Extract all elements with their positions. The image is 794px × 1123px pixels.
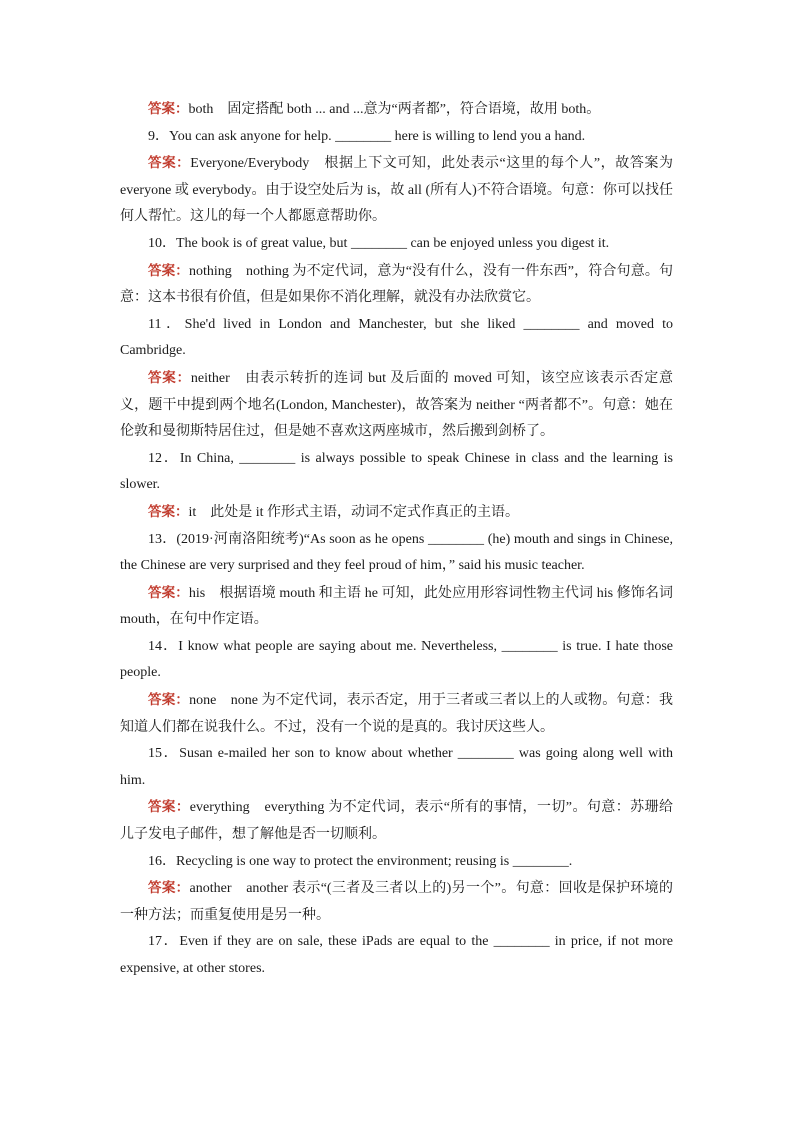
answer-label: 答案： [148, 880, 190, 897]
answer-8: 答案：both 固定搭配 both ... and ...意为“两者都”，符合语境，故用 both。 [148, 101, 601, 117]
answer-13: 答案：his 根据语境 mouth 和主语 he 可知，此处应用形容词性物主代词 his 修饰名词 mouth，在句中作定语。 [120, 584, 674, 628]
answer-label: 答案： [148, 799, 190, 816]
question-13: 13．(2019·河南洛阳统考)“As soon as he opens ________ (he) mouth and sings in Chinese, the Chinese are very surprised and they feel proud of him，” said his music teacher. [120, 531, 673, 574]
answer-15: 答案：everything everything 为不定代词，表示“所有的事情，一切”。句意：苏珊给儿子发电子邮件，想了解他是否一切顺利。 [120, 799, 674, 843]
question-14: 14．I know what people are saying about me. Nevertheless, ________ is true. I hate those people. [120, 638, 673, 681]
answer-label: 答案： [148, 584, 189, 601]
question-12: 12．In China, ________ is always possible to speak Chinese in class and the learning is slower. [120, 450, 673, 493]
answer-label: 答案： [148, 101, 189, 117]
answer-label: 答案： [148, 262, 189, 279]
answer-11: 答案：neither 由表示转折的连词 but 及后面的 moved 可知，该空应该表示否定意义，题干中提到两个地名(London, Manchester)，故答案为 neither “两者都不”。句意：她在伦敦和曼彻斯特居住过，但是她不喜欢这两座城市，然后搬到剑桥了。 [120, 369, 673, 440]
answer-12: 答案：it 此处是 it 作形式主语，动词不定式作真正的主语。 [148, 503, 520, 520]
answer-label: 答案： [148, 369, 191, 386]
question-15: 15．Susan e-mailed her son to know about whether ________ was going along well with him. [120, 746, 673, 788]
question-9: 9．You can ask anyone for help. ________ here is willing to lend you a hand. [148, 128, 586, 144]
answer-label: 答案： [148, 155, 191, 172]
question-17: 17．Even if they are on sale, these iPads are equal to the ________ in price, if not more expensive, at other stores. [120, 934, 673, 976]
answer-16: 答案：another another 表示“(三者及三者以上的)另一个”。句意：回收是保护环境的一种方法；而重复使用是另一种。 [120, 880, 673, 923]
answer-10: 答案：nothing nothing 为不定代词，意为“没有什么，没有一件东西”，符合句意。句意：这本书很有价值，但是如果你不消化理解，就没有办法欣赏它。 [120, 262, 673, 306]
answer-14: 答案：none none 为不定代词，表示否定，用于三者或三者以上的人或物。句意：我知道人们都在说我什么。不过，没有一个说的是真的。我讨厌这些人。 [120, 692, 674, 735]
answer-label: 答案： [148, 692, 190, 709]
answer-label: 答案： [148, 503, 189, 520]
question-16: 16．Recycling is one way to protect the environment; reusing is ________. [148, 853, 573, 869]
answer-9: 答案：Everyone/Everybody 根据上下文可知，此处表示“这里的每个人”，故答案为 everyone 或 everybody。由于设空处后为 is，故 all (所有人)不符合语境。句意：你可以找任何人帮忙。这儿的每一个人都愿意帮助你。 [120, 155, 674, 225]
question-11: 11．She'd lived in London and Manchester, but she liked ________ and moved to Cambridge. [120, 316, 673, 359]
question-10: 10．The book is of great value, but ________ can be enjoyed unless you digest it. [148, 235, 610, 251]
exercise-list [120, 96, 673, 983]
